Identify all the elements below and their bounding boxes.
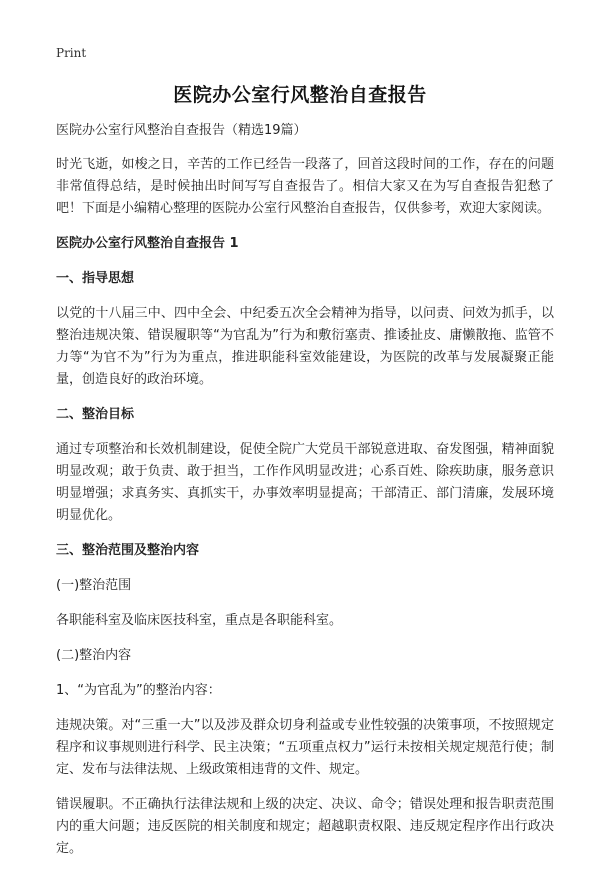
section-paragraph-guiding: 以党的十八届三中、四中全会、中纪委五次全会精神为指导，以问责、问效为抓手，以整治违规决策、错误履职等“为官乱为”行为和敷衍塞责、推诿扯皮、庸懒散拖、监管不力等“为官不为”行为为重点，推进职能科室效能建设，为医院的改革与发展凝聚正能量，创造良好的政治环境。	[56, 306, 554, 387]
section-heading-goals: 二、整治目标	[56, 407, 135, 422]
document-body	[56, 120, 554, 873]
intro-paragraph: 时光飞逝，如梭之日，辛苦的工作已经告一段落了，回首这段时间的工作，存在的问题非常值得总结，是时候抽出时间写写自查报告了。相信大家又在为写自查报告犯愁了吧！下面是小编精心整理的医院办公室行风整治自查报告，仅供参考，欢迎大家阅读。	[56, 157, 554, 216]
paragraph-scope: 各职能科室及临床医技科室，重点是各职能科室。	[56, 613, 343, 628]
report-heading: 医院办公室行风整治自查报告 1	[56, 236, 239, 251]
section-paragraph-goals: 通过专项整治和长效机制建设，促使全院广大党员干部锐意进取、奋发图强，精神面貌明显改观；敢于负责、敢于担当，工作作风明显改进；心系百姓、除疾助康，服务意识明显增强；求真务实、真抓实干，办事效率明显提高；干部清正、部门清廉，发展环境明显优化。	[56, 442, 554, 523]
subheading-content: (二)整治内容	[56, 648, 132, 663]
section-heading-scope: 三、整治范围及整治内容	[56, 543, 200, 558]
item-heading: 1、“为官乱为”的整治内容：	[56, 683, 221, 698]
subheading-scope: (一)整治范围	[56, 578, 132, 593]
paragraph-violation-decision: 违规决策。对“三重一大”以及涉及群众切身利益或专业性较强的决策事项，不按照规定程序和议事规则进行科学、民主决策；“五项重点权力”运行未按相关规定规范行使；制定、发布与法律法规、上级政策相违背的文件、规定。	[56, 718, 554, 777]
print-link[interactable]: Print	[56, 46, 87, 60]
section-heading-guiding: 一、指导思想	[56, 271, 135, 286]
paragraph-wrong-duty: 错误履职。不正确执行法律法规和上级的决定、决议、命令；错误处理和报告职责范围内的重大问题；违反医院的相关制度和规定；超越职责权限、违反规定程序作出行政决定。	[56, 797, 554, 856]
document-subtitle: 医院办公室行风整治自查报告（精选19篇）	[56, 123, 307, 138]
page-title: 医院办公室行风整治自查报告	[173, 84, 427, 106]
